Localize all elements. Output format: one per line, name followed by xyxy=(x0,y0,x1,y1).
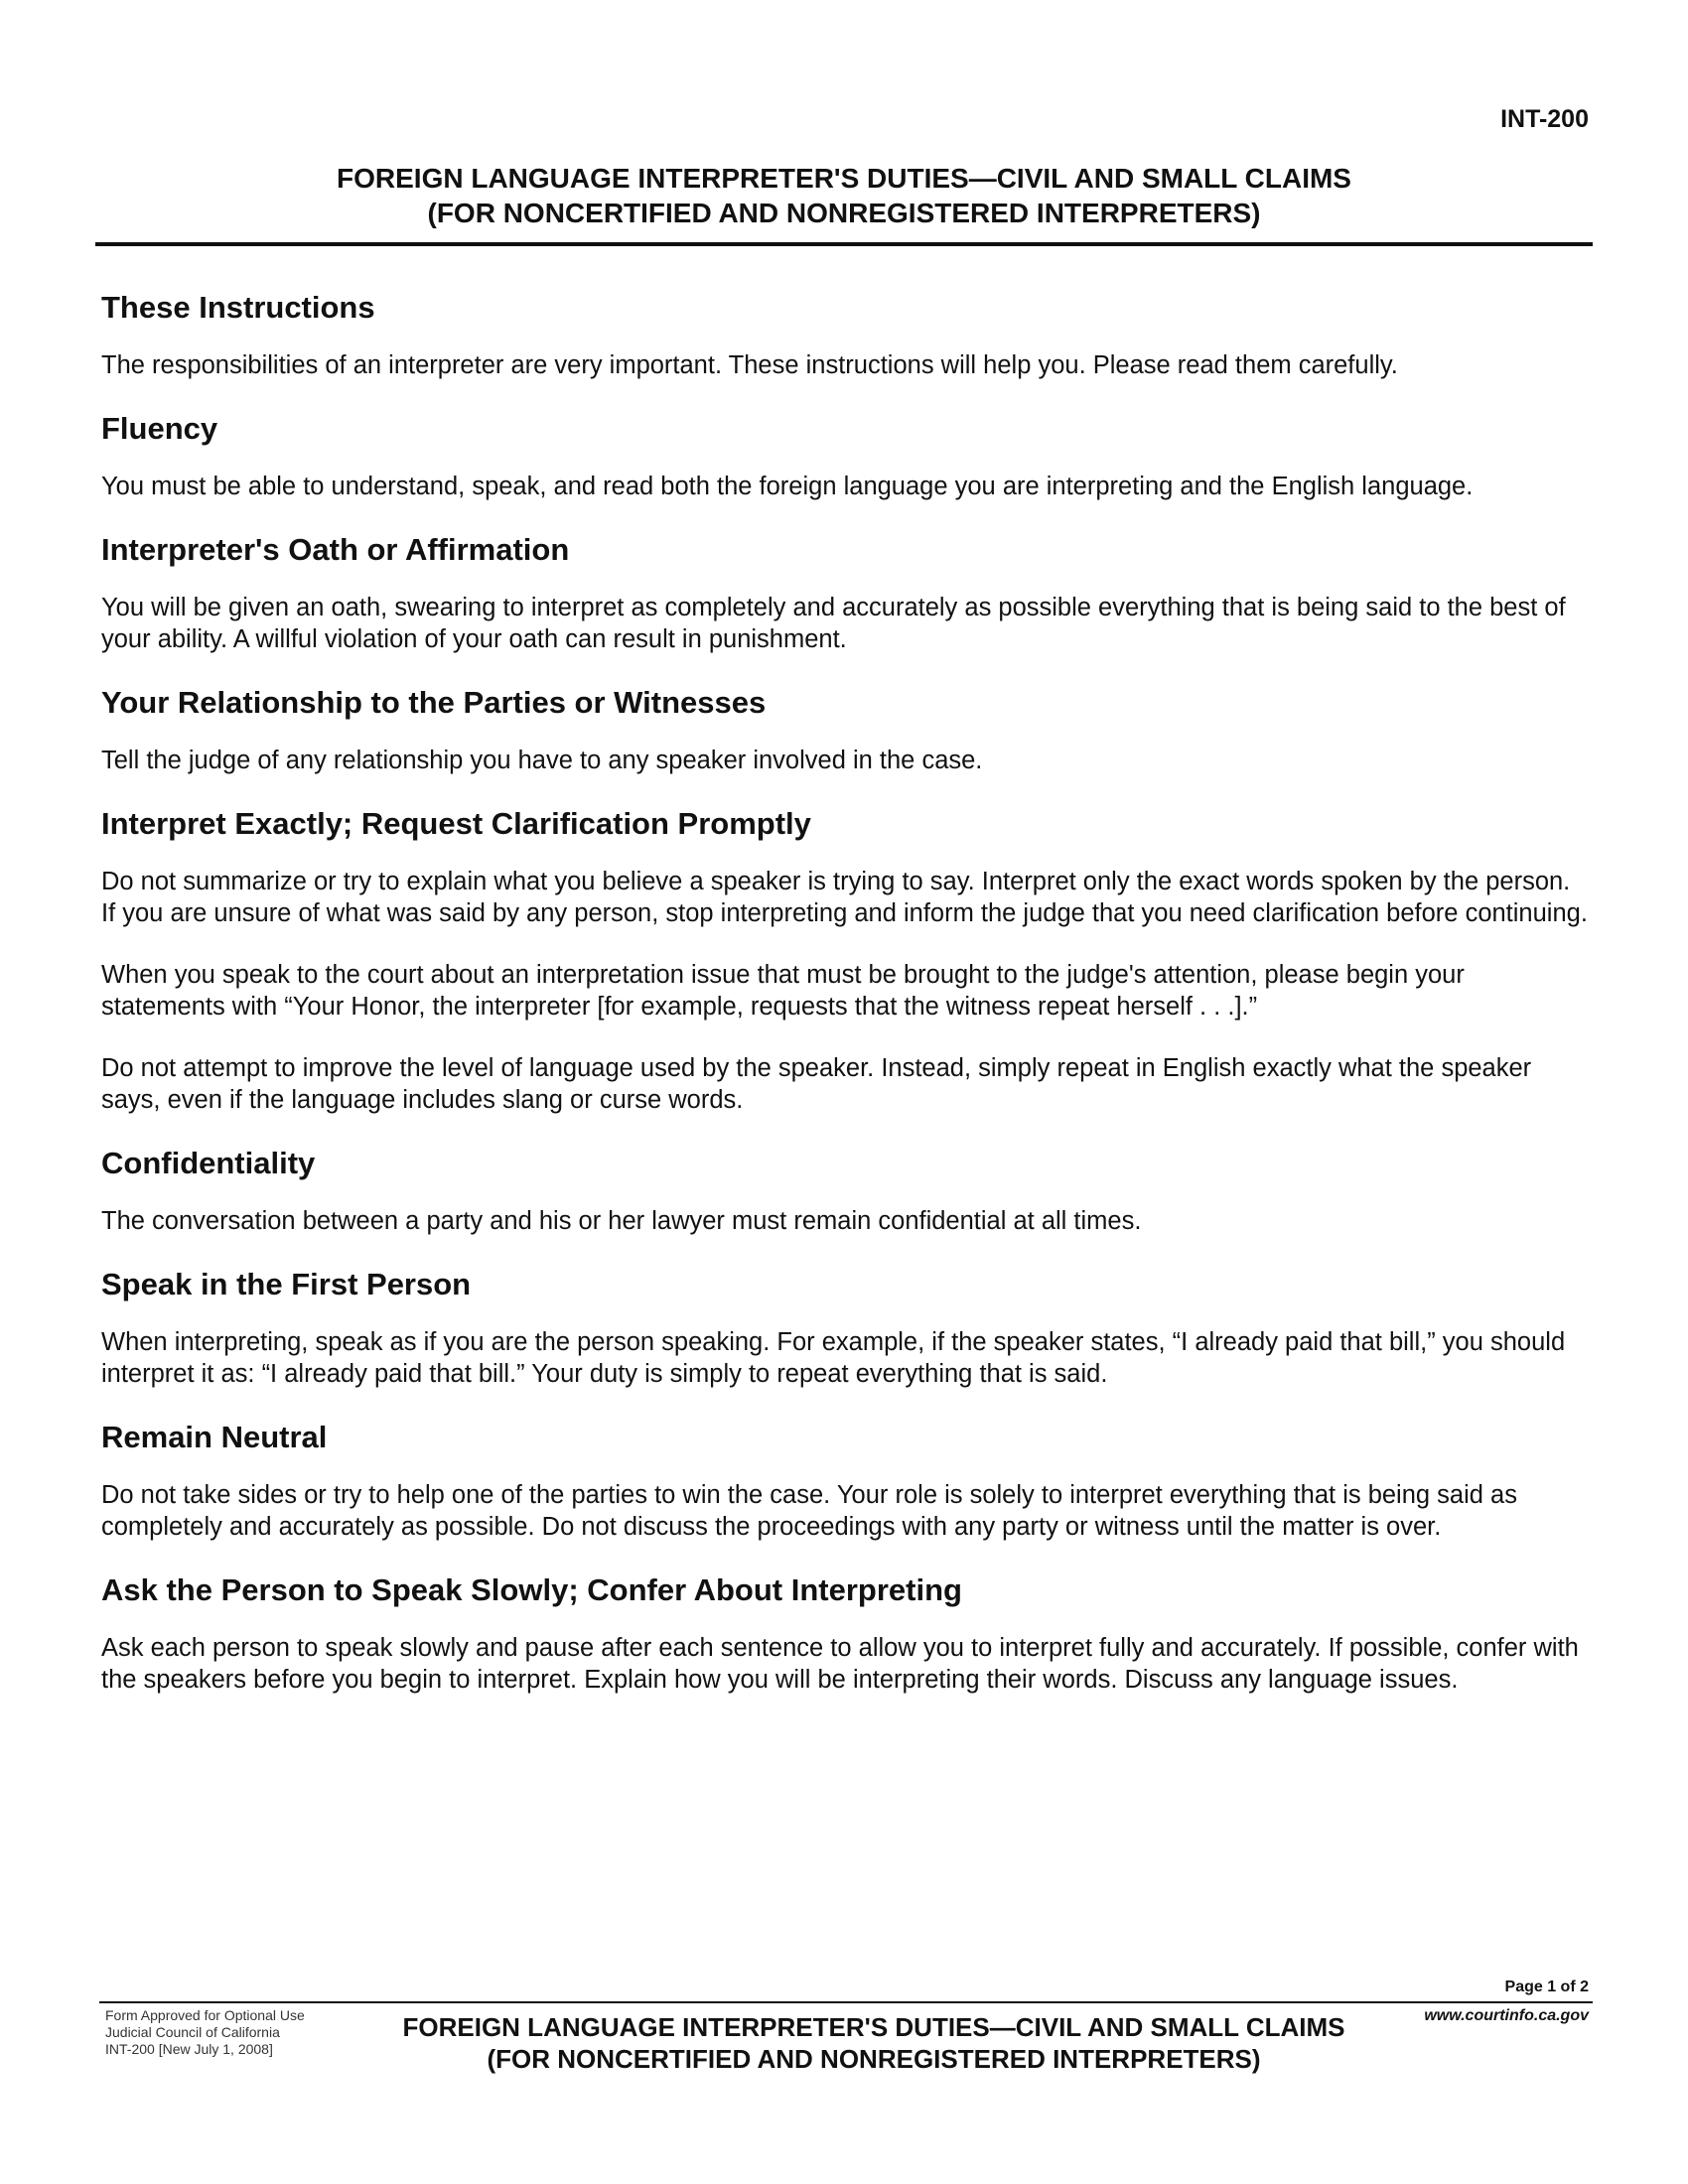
document-title-line-2: (FOR NONCERTIFIED AND NONREGISTERED INTERPRETERS) xyxy=(427,198,1261,228)
page-number: Page 1 of 2 xyxy=(1504,1979,1589,1995)
section-speak-slowly xyxy=(101,1572,1591,1696)
section-heading: Remain Neutral xyxy=(101,1420,328,1454)
section-heading: Confidentiality xyxy=(101,1146,316,1180)
section-remain-neutral xyxy=(101,1420,1591,1543)
section-paragraph: Do not summarize or try to explain what you believe a speaker is trying to say. Interpret only the exact words spoken by the person. If you are unsure of what was said by any person, stop interpreting and inform the judge that you need clarification before continuing. xyxy=(101,868,1588,927)
footer-title-line-1: FOREIGN LANGUAGE INTERPRETER'S DUTIES—CIVIL AND SMALL CLAIMS xyxy=(402,2012,1345,2042)
footer-divider xyxy=(99,2001,1593,2003)
section-paragraph: You will be given an oath, swearing to interpret as completely and accurately as possible everything that is being said to the best of your ability. A willful violation of your oath can result in punishment. xyxy=(101,594,1566,653)
section-heading: Ask the Person to Speak Slowly; Confer About Interpreting xyxy=(101,1572,962,1607)
section-relationship xyxy=(101,685,1591,776)
document-title xyxy=(99,161,1589,230)
section-these-instructions xyxy=(101,290,1591,381)
section-heading: Interpreter's Oath or Affirmation xyxy=(101,532,570,567)
section-paragraph: The conversation between a party and his or her lawyer must remain confidential at all times. xyxy=(101,1207,1142,1235)
approval-line-3: INT-200 [New July 1, 2008] xyxy=(105,2041,273,2057)
footer-title-line-2: (FOR NONCERTIFIED AND NONREGISTERED INTERPRETERS) xyxy=(487,2044,1261,2074)
section-paragraph: Do not attempt to improve the level of language used by the speaker. Instead, simply repeat in English exactly what the speaker says, even if the language includes slang or curse words. xyxy=(101,1054,1532,1114)
footer-title xyxy=(357,2011,1390,2075)
section-paragraph: When you speak to the court about an interpretation issue that must be brought to the judge's attention, please begin your statements with “Your Honor, the interpreter [for example, requests that the witness repeat herself . . .].” xyxy=(101,961,1465,1021)
section-heading: These Instructions xyxy=(101,290,375,325)
approval-line-1: Form Approved for Optional Use xyxy=(105,2007,305,2023)
section-fluency xyxy=(101,411,1591,502)
title-divider xyxy=(95,242,1593,246)
form-number: INT-200 xyxy=(1500,105,1589,133)
section-paragraph: Do not take sides or try to help one of the parties to win the case. Your role is solely to interpret everything that is being said as completely and accurately as possible. Do not discuss the proceedings with any party or witness until the matter is over. xyxy=(101,1481,1517,1541)
section-paragraph: You must be able to understand, speak, and read both the foreign language you are interpreting and the English language. xyxy=(101,473,1474,500)
section-paragraph: Ask each person to speak slowly and pause after each sentence to allow you to interpret fully and accurately. If possible, confer with the speakers before you begin to interpret. Explain how you will be interpreting their words. Discuss any language issues. xyxy=(101,1634,1579,1694)
section-interpret-exactly xyxy=(101,806,1591,1116)
instructions-body xyxy=(101,290,1591,1725)
section-heading: Speak in the First Person xyxy=(101,1267,472,1301)
section-heading: Fluency xyxy=(101,411,218,446)
section-paragraph: When interpreting, speak as if you are the person speaking. For example, if the speaker states, “I already paid that bill,” you should interpret it as: “I already paid that bill.” Your duty is simply to repeat everything that is said. xyxy=(101,1328,1566,1388)
approval-line-2: Judicial Council of California xyxy=(105,2024,280,2040)
section-heading: Your Relationship to the Parties or Witnesses xyxy=(101,685,767,720)
section-heading: Interpret Exactly; Request Clarification Promptly xyxy=(101,806,811,841)
section-paragraph: The responsibilities of an interpreter are very important. These instructions will help you. Please read them carefully. xyxy=(101,351,1398,379)
section-oath xyxy=(101,532,1591,655)
section-paragraph: Tell the judge of any relationship you have to any speaker involved in the case. xyxy=(101,747,983,774)
section-confidentiality xyxy=(101,1146,1591,1237)
form-approval-note xyxy=(105,2007,305,2058)
section-first-person xyxy=(101,1267,1591,1390)
document-title-line-1: FOREIGN LANGUAGE INTERPRETER'S DUTIES—CIVIL AND SMALL CLAIMS xyxy=(337,163,1351,194)
footer-url-link[interactable]: www.courtinfo.ca.gov xyxy=(1424,2007,1589,2024)
